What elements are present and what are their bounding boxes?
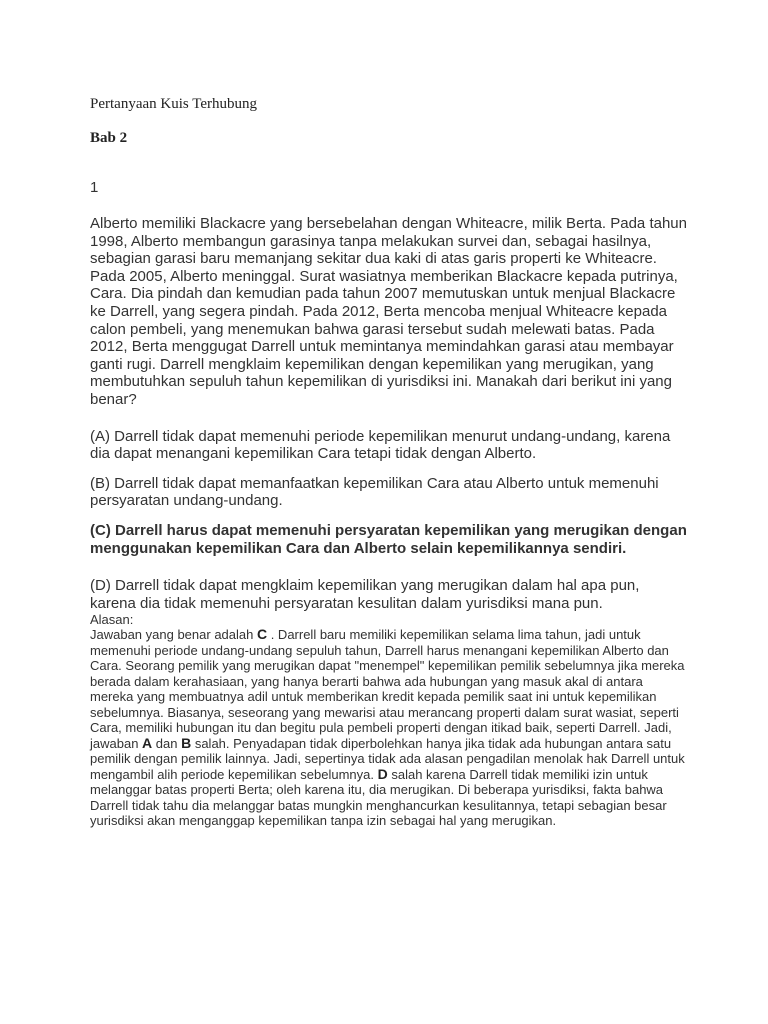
reason-part: Jawaban yang benar adalah [90, 627, 257, 643]
reason-part: dan [152, 735, 182, 751]
reason-option-d-ref: D [377, 765, 388, 782]
document-title: Pertanyaan Kuis Terhubung [90, 96, 257, 112]
reason-option-a-ref: A [142, 734, 153, 751]
question-text: Alberto memiliki Blackacre yang bersebelahan dengan Whiteacre, milik Berta. Pada tahun 1998, Alberto membangun garasinya tanpa melakukan survei dan, sebagai hasilnya, sebagian garasi baru memanjang sekitar dua kaki di atas garis properti ke Whiteacre. Pada 2005, Alberto meninggal. Surat wasiatnya memberikan Blackacre kepada putrinya, Cara. Dia pindah dan kemudian pada tahun 2007 memutuskan untuk menjual Blackacre ke Darrell, yang segera pindah. Pada 2012, Berta mencoba menjual Whiteacre kepada calon pembeli, yang menemukan bahwa garasi tersebut sudah melewati batas. Pada 2012, Berta menggugat Darrell untuk memintanya memindahkan garasi atau membayar ganti rugi. Darrell mengklaim kepemilikan dengan kepemilikan yang merugikan, yang membutuhkan sepuluh tahun kepemilikan di yurisdiksi ini. Manakah dari berikut ini yang benar? [90, 215, 687, 408]
reason-part: salah. Penyadapan tidak diperbolehkan hanya jika tidak ada hubungan antara satu pemilik dengan pemilik lainnya. Jadi, sepertinya tidak ada alasan pengadilan menolak hak Darrell untuk mengambil alih periode kepemilikan sebelumnya. [90, 735, 685, 782]
reason-part: salah karena Darrell tidak memiliki izin untuk melanggar batas properti Berta; oleh karena itu, dia merugikan. Di beberapa yurisdiksi, fakta bahwa Darrell tidak tahu dia melanggar batas mungkin menghancurkan kesulitannya, tetapi sebagian besar yurisdiksi akan menganggap kepemilikan tanpa izin sebagai hal yang merugikan. [90, 766, 667, 829]
option-c-correct: (C) Darrell harus dapat memenuhi persyaratan kepemilikan yang merugikan dengan menggunakan kepemilikan Cara dan Alberto selain kepemilikannya sendiri. [90, 521, 687, 557]
option-d: (D) Darrell tidak dapat mengklaim kepemilikan yang merugikan dalam hal apa pun, karena dia tidak memenuhi persyaratan kesulitan dalam yurisdiksi mana pun. [90, 577, 640, 612]
reason-label: Alasan: [90, 612, 134, 628]
reason-option-b-ref: B [181, 734, 192, 751]
reason-answer-ref: C [256, 626, 268, 643]
option-b: (B) Darrell tidak dapat memanfaatkan kepemilikan Cara atau Alberto untuk memenuhi persyaratan undang-undang. [90, 474, 659, 510]
question-number: 1 [90, 179, 99, 196]
reason-text [90, 627, 688, 829]
chapter-heading: Bab 2 [90, 130, 128, 146]
reason-part: . Darrell baru memiliki kepemilikan selama lima tahun, jadi untuk memenuhi periode undang-undang sepuluh tahun, Darrell harus menangani kepemilikan Alberto dan Cara. Seorang pemilik yang merugikan dapat "menempel" kepemilikan pemilik sebelumnya jika mereka berada dalam kerahasiaan, yang hanya berarti bahwa ada hubungan yang masuk akal di antara mereka yang membuatnya adil untuk memberikan kredit kepada pemilik saat ini untuk kepemilikan sebelumnya. Biasanya, seseorang yang mewarisi atau merancang properti dalam surat wasiat, seperti Cara, memiliki hubungan itu dan begitu pula pembeli properti dengan itikad baik, seperti Darrell. Jadi, jawaban [90, 627, 685, 751]
option-a: (A) Darrell tidak dapat memenuhi periode kepemilikan menurut undang-undang, karena dia dapat menangani kepemilikan Cara tetapi tidak dengan Alberto. [90, 427, 671, 463]
